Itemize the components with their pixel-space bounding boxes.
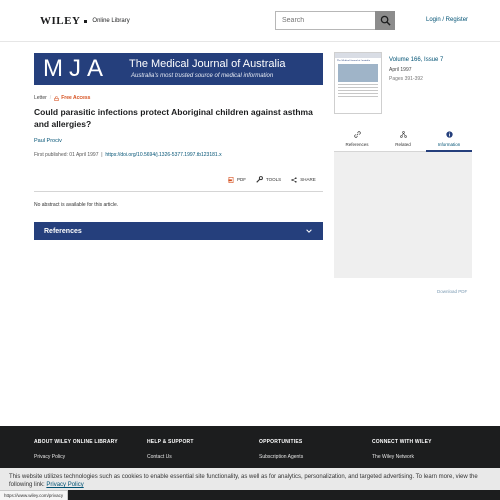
first-published-label: First published: — [34, 152, 68, 158]
free-access-label: Free Access — [61, 95, 91, 101]
issue-pages: Pages 391-392 — [389, 76, 423, 82]
browser-status-url: https://www.wiley.com/privacy — [0, 490, 68, 500]
journal-banner[interactable] — [34, 53, 323, 85]
site-header — [0, 0, 500, 42]
article-type: Letter — [34, 95, 47, 101]
unlock-icon — [54, 96, 59, 101]
article-title: Could parasitic infections protect Aboriginal children against asthma and allergies? — [34, 107, 313, 129]
pdf-label: PDF — [237, 177, 246, 182]
search-button[interactable] — [375, 11, 395, 30]
cover-line — [338, 93, 378, 94]
search-icon — [380, 15, 391, 26]
cookie-banner — [0, 468, 500, 490]
no-abstract-notice: No abstract is available for this article. — [34, 202, 119, 208]
login-register-link[interactable]: Login / Register — [426, 17, 469, 23]
tab-information[interactable] — [426, 126, 472, 151]
info-icon — [446, 131, 453, 138]
pdf-button[interactable] — [228, 176, 246, 183]
link-icon — [354, 131, 361, 138]
footer-heading: ABOUT WILEY ONLINE LIBRARY — [34, 439, 118, 445]
issue-date: April 1997 — [389, 67, 412, 73]
tab-information-label: Information — [437, 141, 461, 147]
cover-title: The Medical Journal of Australia — [337, 59, 371, 62]
tools-label: TOOLS — [266, 177, 282, 182]
footer-link[interactable]: The Wiley Network — [372, 454, 414, 460]
author-link[interactable]: Paul Prociv — [34, 138, 62, 144]
article-tools — [228, 176, 316, 183]
references-heading: References — [44, 227, 82, 235]
cover-line — [338, 84, 378, 85]
share-icon — [291, 177, 297, 183]
footer-heading: CONNECT WITH WILEY — [372, 439, 432, 445]
journal-cover-thumbnail[interactable] — [334, 52, 382, 114]
side-tabs — [334, 126, 472, 152]
article-type-line — [34, 95, 90, 101]
references-accordion[interactable] — [34, 222, 323, 240]
tab-related[interactable] — [380, 126, 426, 151]
cover-line — [338, 90, 378, 91]
cover-line — [338, 96, 378, 97]
publication-line — [34, 152, 222, 158]
cookie-message — [9, 473, 493, 489]
network-icon — [400, 131, 407, 138]
footer-link[interactable]: Privacy Policy — [34, 454, 66, 460]
footer-column-help — [147, 439, 194, 460]
footer-link[interactable]: Contact Us — [147, 454, 172, 460]
logo-wiley-text: WILEY — [40, 15, 81, 27]
search-input[interactable] — [275, 11, 375, 30]
cover-image — [338, 64, 378, 82]
separator: / — [49, 95, 52, 101]
content-divider — [34, 191, 323, 192]
information-panel — [334, 152, 472, 278]
footer-column-about — [34, 439, 118, 460]
footer-column-opportunities — [259, 439, 303, 460]
tab-references[interactable] — [334, 126, 380, 151]
pdf-icon — [228, 177, 234, 183]
footer-heading: OPPORTUNITIES — [259, 439, 303, 445]
wrench-icon — [256, 176, 263, 183]
footer-column-connect — [372, 439, 432, 460]
cover-text-lines — [338, 84, 378, 97]
chevron-down-icon — [305, 227, 313, 235]
cookie-text: This website utilizes technologies such as cookies to enable essential site functionality, as well as for analytics, personalization, and targeted advertising. To learn more, view the following link: — [9, 474, 478, 488]
privacy-policy-link[interactable]: Privacy Policy — [46, 482, 84, 488]
journal-abbr: MJA — [43, 55, 109, 82]
pipe-separator: | — [99, 152, 104, 158]
wiley-logo[interactable] — [40, 15, 130, 27]
logo-online-library-text: Online Library — [92, 18, 130, 24]
logo-dot — [84, 20, 87, 23]
journal-title: The Medical Journal of Australia — [129, 58, 286, 70]
share-label: SHARE — [300, 177, 316, 182]
volume-issue-link[interactable]: Volume 166, Issue 7 — [389, 57, 444, 63]
tab-related-label: Related — [395, 141, 411, 147]
tools-button[interactable] — [256, 176, 281, 183]
first-published-date: 01 April 1997 — [69, 152, 99, 158]
download-pdf-link[interactable]: Download PDF — [437, 289, 468, 294]
free-access-badge — [54, 95, 90, 101]
share-button[interactable] — [291, 176, 316, 183]
doi-link[interactable]: https://doi.org/10.5694/j.1326-5377.1997.tb123181.x — [105, 152, 222, 158]
footer-heading: HELP & SUPPORT — [147, 439, 194, 445]
tab-references-label: References — [345, 141, 369, 147]
journal-tagline: Australia's most trusted source of medical information — [131, 73, 274, 79]
cover-line — [338, 87, 378, 88]
footer-link[interactable]: Subscription Agents — [259, 454, 304, 460]
